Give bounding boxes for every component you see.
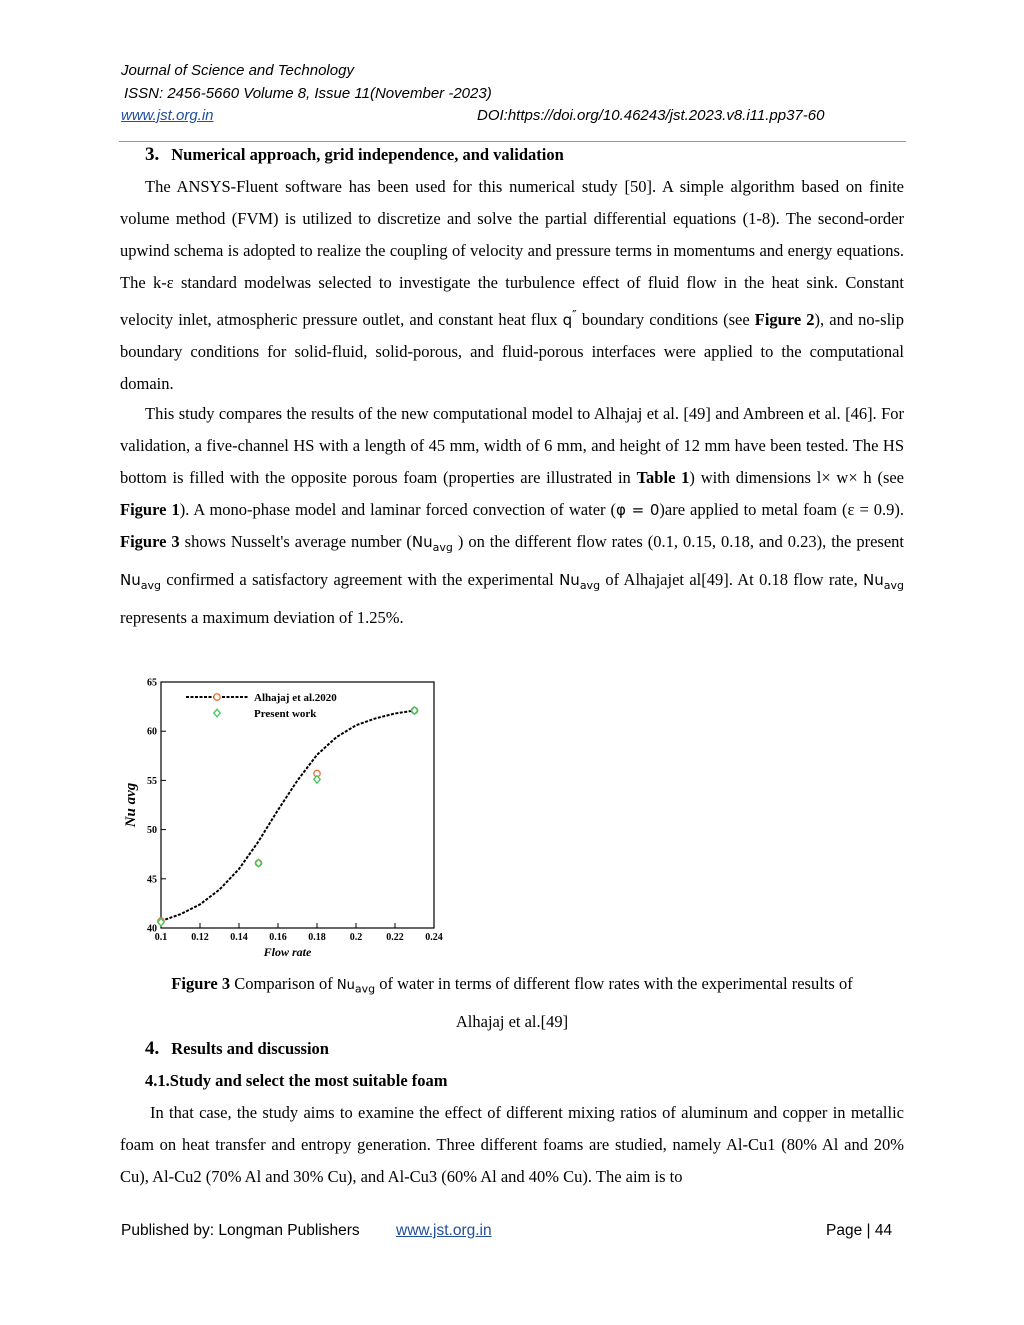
nu-symbol: Nu — [411, 533, 433, 551]
nu-symbol: Nu — [120, 571, 141, 589]
figure-3-reference: Figure 3 — [120, 532, 180, 551]
section-4-number: 4. — [145, 1038, 160, 1059]
paragraph-text: of Alhajajet al[49]. At 0.18 flow rate, — [600, 570, 864, 589]
paragraph-text: shows Nusselt's average number ( — [179, 532, 412, 551]
paragraph-text: ), and no-slip boundary conditions for solid-fluid, solid-porous, and fluid-porous interfaces were applied to the computational domain. — [120, 310, 904, 393]
x-axis-label: Flow rate — [263, 945, 312, 959]
y-axis-label: Nu avg — [123, 782, 139, 828]
paragraph-text: confirmed a satisfactory agreement with the experimental — [160, 570, 560, 589]
section-3-number: 3. — [145, 144, 160, 165]
nu-avg-symbol — [559, 571, 601, 592]
nu-symbol: Nu — [559, 571, 580, 589]
section-4-title: Results and discussion — [171, 1039, 329, 1058]
subsection-4-1-paragraph — [120, 1097, 904, 1193]
caption-text: Comparison of — [230, 974, 337, 993]
caption-nu-avg — [336, 978, 376, 996]
subsection-4-1-heading — [145, 1071, 448, 1091]
legend-reference-marker — [214, 694, 220, 700]
x-tick-label: 0.1 — [154, 932, 168, 943]
section-3-title: Numerical approach, grid independence, and validation — [171, 145, 564, 164]
header-divider — [119, 141, 906, 142]
x-tick-label: 0.2 — [349, 932, 363, 943]
paragraph-text: In that case, the study aims to examine the effect of different mixing ratios of aluminum and copper in metallic foam on heat transfer and entropy generation. Three different foams are studied, namely Al-Cu1 (80% Al and 20% Cu), Al-Cu2 (70% Al and 30% Cu), and Al-Cu3 (60% Al and 40% Cu). The aim is to — [120, 1103, 904, 1186]
section-3-paragraph-2 — [120, 398, 904, 634]
subsection-4-1-number: 4.1. — [145, 1071, 170, 1090]
section-3-heading — [145, 144, 564, 166]
paragraph-text: The ANSYS-Fluent software has been used for this numerical study [50]. A simple algorithm based on finite volume method (FVM) is utilized to discretize and solve the partial differential equations (1-8). The second-order upwind schema is adopted to realize the coupling of velocity and pressure terms in momentums and energy equations. The k-ε standard modelwas selected to investigate the turbulence effect of fluid flow in the heat sink. Constant velocity inlet, atmospheric pressure outlet, and constant heat flux — [120, 177, 904, 329]
figure-3-caption — [120, 968, 904, 1038]
caption-label: Figure 3 — [171, 974, 231, 993]
paragraph-text: )are applied to metal foam (ε = 0.9). — [659, 500, 905, 519]
x-tick-label: 0.18 — [308, 932, 326, 943]
avg-subscript: avg — [883, 579, 904, 592]
y-tick-label: 50 — [147, 825, 157, 837]
x-tick-label: 0.24 — [425, 932, 443, 943]
caption-line-2: Alhajaj et al.[49] — [455, 1011, 569, 1031]
y-tick-label: 45 — [147, 874, 157, 886]
legend-present-work-label: Present work — [254, 708, 317, 720]
avg-subscript: avg — [579, 579, 601, 592]
heat-flux-prime: ″ — [572, 307, 577, 322]
figure-1-reference: Figure 1 — [120, 500, 180, 519]
nu-avg-symbol — [863, 571, 904, 592]
x-tick-label: 0.22 — [386, 932, 404, 943]
journal-doi: DOI:https://doi.org/10.46243/jst.2023.v8.i11.pp37-60 — [477, 107, 825, 124]
heat-flux-q: q — [562, 311, 573, 329]
y-tick-label: 65 — [147, 677, 157, 689]
y-tick-label: 40 — [147, 923, 157, 935]
legend-reference-label: Alhajaj et al.2020 — [254, 692, 337, 704]
x-tick-label: 0.16 — [269, 932, 287, 943]
journal-title: Journal of Science and Technology — [121, 62, 354, 79]
caption-avg: avg — [354, 982, 376, 996]
x-tick-label: 0.12 — [191, 932, 209, 943]
figure-3-chart — [118, 674, 448, 966]
nu-avg-symbol — [411, 533, 453, 554]
section-3-paragraph-1 — [120, 171, 904, 400]
paragraph-text: ) on the different flow rates (0.1, 0.15, 0.18, and 0.23), the present — [452, 532, 904, 551]
table-1-reference: Table 1 — [636, 468, 690, 487]
footer-page-number: Page | 44 — [826, 1222, 893, 1239]
footer-website-link[interactable]: www.jst.org.in — [396, 1222, 492, 1239]
y-tick-label: 60 — [147, 726, 157, 738]
section-4-heading — [145, 1038, 329, 1060]
caption-text: of water in terms of different flow rates with the experimental results of — [375, 974, 853, 993]
phi-equation: φ = 0 — [616, 501, 660, 519]
nu-avg-symbol — [120, 571, 161, 592]
avg-subscript: avg — [140, 579, 161, 592]
journal-issn: ISSN: 2456-5660 Volume 8, Issue 11(November -2023) — [124, 85, 492, 102]
x-tick-label: 0.14 — [230, 932, 248, 943]
subsection-4-1-title: Study and select the most suitable foam — [169, 1071, 448, 1090]
paragraph-text: ) with dimensions l× w× h (see — [689, 468, 905, 487]
y-tick-label: 55 — [147, 775, 157, 787]
figure-2-reference: Figure 2 — [754, 310, 815, 329]
heat-flux-symbol — [562, 307, 577, 329]
paragraph-text: This study compares the results of the new computational model to Alhajaj et al. [49] and Ambreen et al. [46]. For validation, a five-channel HS with a length of 45 mm, width of 6 mm, and height of 12 mm have been tested. The HS bottom is filled with the opposite porous foam (properties are illustrated in — [120, 404, 904, 487]
paragraph-text: represents a maximum deviation of 1.25%. — [120, 608, 404, 627]
paragraph-text: boundary conditions (see — [576, 310, 755, 329]
nu-symbol: Nu — [863, 571, 884, 589]
paragraph-text: ). A mono-phase model and laminar forced convection of water ( — [179, 500, 617, 519]
avg-subscript: avg — [432, 541, 453, 554]
caption-nu: Nu — [336, 978, 355, 993]
journal-website-link[interactable]: www.jst.org.in — [121, 107, 214, 124]
footer-publisher: Published by: Longman Publishers — [121, 1222, 360, 1239]
